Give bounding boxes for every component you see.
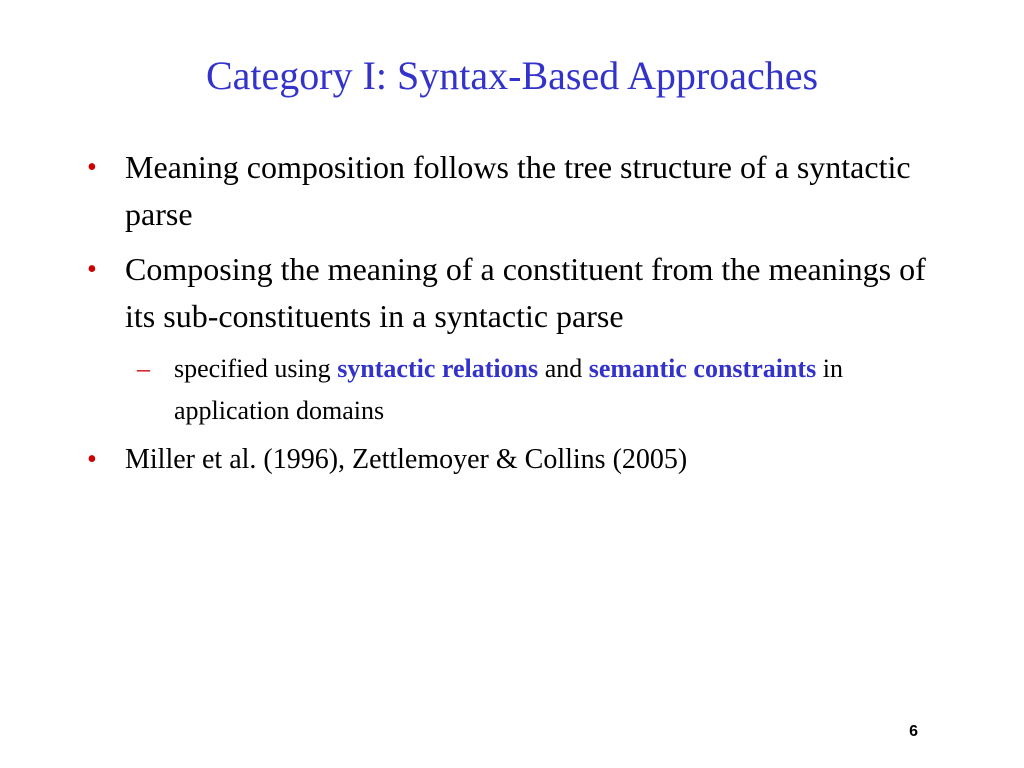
sub-bullet-item [87, 348, 947, 432]
bullet-item [87, 144, 947, 238]
bullet-marker: • [87, 444, 97, 475]
bullet-marker: • [87, 254, 97, 285]
page-number: 6 [909, 723, 918, 740]
bullet-item [87, 440, 947, 480]
slide-body [87, 144, 947, 488]
sub-bullet-text-1: specified using [174, 354, 338, 383]
highlight-semantic-constraints: semantic constraints [588, 354, 817, 383]
highlight-syntactic-relations: syntactic relations [337, 354, 539, 383]
bullet-marker: • [87, 152, 97, 183]
sub-bullet-text-2: and [538, 354, 589, 383]
bullet-text: Composing the meaning of a constituent from the meanings of its sub-constituents in a syntactic parse [125, 251, 926, 334]
sub-bullet-text-3: in application domains [174, 354, 843, 425]
bullet-item [87, 246, 947, 340]
bullet-text: Miller et al. (1996), Zettlemoyer & Collins (2005) [125, 444, 688, 475]
sub-bullet-marker: – [137, 354, 150, 383]
bullet-text: Meaning composition follows the tree structure of a syntactic parse [125, 149, 911, 232]
slide-title: Category I: Syntax-Based Approaches [205, 53, 819, 98]
